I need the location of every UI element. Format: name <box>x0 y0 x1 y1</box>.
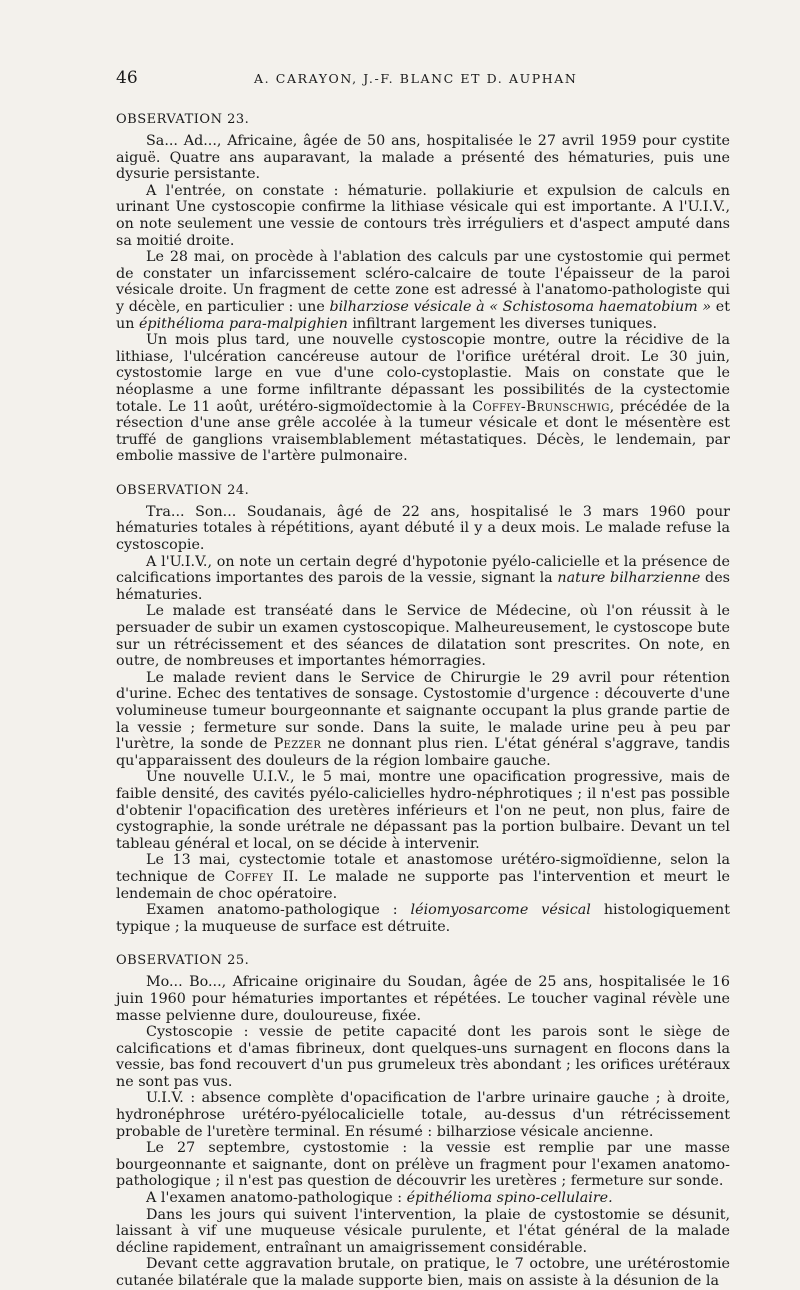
obs23-p4-text-b: , précédée de la résection d'une anse grêle accolée à la tumeur vésicale et dont le mésentère est truffé de ganglions vraisemblablement métastatiques. Décès, le lendemain, par embolie massive de l'artère pulmonaire. <box>116 398 730 465</box>
obs23-paragraph-1: Sa... Ad..., Africaine, âgée de 50 ans, hospitalisée le 27 avril 1959 pour cystite aiguë. Quatre ans auparavant, la malade a présenté des hématuries, puis une dysurie persistante. <box>116 133 730 183</box>
obs23-p3-italic-2: épithélioma para-malpighien <box>138 315 348 332</box>
obs24-p7-italic: léiomyosarcome vésical <box>410 902 591 919</box>
obs25-paragraph-4: Le 27 septembre, cystostomie : la vessie est remplie par une masse bourgeonnante et saignante, dont on prélève un fragment pour l'examen anatomo-pathologique ; il n'est pas question de découvrir les uretères ; fermeture sur sonde. <box>116 1140 730 1190</box>
obs23-p3-text-b: et un <box>116 298 730 332</box>
obs24-paragraph-4 <box>116 670 730 770</box>
obs25-paragraph-3: U.I.V. : absence complète d'opacification de l'arbre urinaire gauche ; à droite, hydronéphrose urétéro-pyélocalicielle totale, au-dessus d'un rétrécissement probable de l'uretère terminal. En résumé : bilharziose vésicale ancienne. <box>116 1090 730 1140</box>
obs24-p2-text-a: A l'U.I.V., on note un certain degré d'hypotonie pyélo-calicielle et la présence de calcifications importantes des parois de la vessie, signant la <box>116 553 730 587</box>
obs24-p7-text-b: histologiquement typique ; la muqueuse de surface est détruite. <box>116 902 730 935</box>
obs23-p4-smallcaps: Coffey-Brunschwig <box>472 398 610 415</box>
obs23-p3-italic-1: bilharziose vésicale à « Schistosoma haematobium » <box>329 298 712 315</box>
obs23-p4-text-a: Un mois plus tard, une nouvelle cystoscopie montre, outre la récidive de la lithiase, l'ulcération cancéreuse autour de l'orifice urétéral droit. Le 30 juin, cystostomie large en vue d'une colo-cystoplastie. Mais on constate que le néoplasme a une forme infiltrante dépassant les possibilités de la cystectomie totale. Le 11 août, urétéro-sigmoïdectomie à la <box>116 332 730 415</box>
obs25-paragraph-2: Cystoscopie : vessie de petite capacité dont les parois sont le siège de calcifications et d'amas fibrineux, dont quelques-uns surnagent en flocons dans la vessie, bas fond recouvert d'un pus grumeleux très abondant ; les orifices urétéraux ne sont pas vus. <box>116 1024 730 1090</box>
obs24-p6-text-b: II. Le malade ne supporte pas l'intervention et meurt le lendemain de choc opératoire. <box>116 868 730 902</box>
obs23-p3-text-c: infiltrant largement les diverses tuniques. <box>347 315 658 332</box>
obs24-paragraph-2 <box>116 554 730 604</box>
obs25-paragraph-6: Dans les jours qui suivent l'intervention, la plaie de cystostomie se désunit, laissant à vif une muqueuse vésicale purulente, et l'état général de la malade décline rapidement, entraînant un amaigrissement considérable. <box>116 1206 730 1256</box>
obs24-paragraph-3: Le malade est transéaté dans le Service de Médecine, où l'on réussit à le persuader de subir un examen cystoscopique. Malheureusement, le cystoscope bute sur un rétrécissement et des séances de dilatation sont prescrites. On note, en outre, de nombreuses et importantes hémorragies. <box>116 603 730 670</box>
obs24-p4-smallcaps: Pezzer <box>273 736 322 753</box>
obs25-p5-text-a: A l'examen anatomo-pathologique : <box>146 1190 407 1207</box>
obs24-p4-text-a: Le malade revient dans le Service de Chirurgie le 29 avril pour rétention d'urine. Echec des tentatives de sonsage. Cystostomie d'urgence : découverte d'une volumineuse tumeur bourgeonnante et saignante occupant la plus grande partie de la vessie ; fermeture sur sonde. Dans la suite, le malade urine peu à peu par l'urètre, la sonde de <box>116 669 730 753</box>
obs24-p2-italic: nature bilharzienne <box>557 570 701 587</box>
running-head: A. CARAYON, J.-F. BLANC ET D. AUPHAN <box>254 71 578 86</box>
obs23-paragraph-2: A l'entrée, on constate : hématurie. pollakiurie et expulsion de calculs en urinant Une cystoscopie confirme la lithiase vésicale qui est importante. A l'U.I.V., on note seulement une vessie de contours très irréguliers et d'aspect amputé dans sa moitié droite. <box>116 182 730 249</box>
obs24-paragraph-5: Une nouvelle U.I.V., le 5 mai, montre une opacification progressive, mais de faible densité, des cavités pyélo-calicielles hydro-néphrotiques ; il n'est pas possible d'obtenir l'opacification des uretères inférieurs et l'on ne peut, non plus, faire de cystographie, la sonde urétrale ne dépassant pas la portion bulbaire. Devant un tel tableau général et local, on se décide à intervenir. <box>116 769 730 852</box>
obs23-p3-text-a: Le 28 mai, on procède à l'ablation des calculs par une cystostomie qui permet de constater un infarcissement scléro-calcaire de toute l'épaisseur de la paroi vésicale droite. Un fragment de cette zone est adressé à l'anatomo-pathologiste qui y décèle, en particulier : une <box>116 249 730 315</box>
obs24-p4-text-b: ne donnant plus rien. L'état général s'aggrave, tandis qu'apparaissent des douleurs de la région lombaire gauche. <box>116 736 730 769</box>
obs24-p6-smallcaps: Coffey <box>224 868 274 885</box>
obs25-paragraph-5 <box>116 1190 730 1207</box>
obs23-paragraph-3 <box>116 249 730 332</box>
page-header <box>116 68 730 88</box>
obs24-paragraph-1: Tra... Son... Soudanais, âgé de 22 ans, hospitalisé le 3 mars 1960 pour hématuries totales à répétitions, ayant débuté il y a deux mois. Le malade refuse la cystoscopie. <box>116 503 730 554</box>
obs24-p6-text-a: Le 13 mai, cystectomie totale et anastomose urétéro-sigmoïdienne, selon la technique de <box>116 852 730 885</box>
obs25-p5-italic: épithélioma spino-cellulaire. <box>406 1190 613 1207</box>
obs25-paragraph-7: Devant cette aggravation brutale, on pratique, le 7 octobre, une urétérostomie cutanée bilatérale que la malade supporte bien, mais on assiste à la désunion de la <box>116 1256 730 1289</box>
obs24-paragraph-7 <box>116 902 730 935</box>
observation-23-title: OBSERVATION 23. <box>116 112 250 127</box>
obs25-paragraph-1: Mo... Bo..., Africaine originaire du Soudan, âgée de 25 ans, hospitalisée le 16 juin 1960 pour hématuries importantes et répétées. Le toucher vaginal révèle une masse pelvienne dure, douloureuse, fixée. <box>116 974 730 1024</box>
observation-24-title: OBSERVATION 24. <box>116 482 250 498</box>
obs23-paragraph-4 <box>116 332 730 465</box>
obs24-p7-text-a: Examen anatomo-pathologique : <box>146 902 411 919</box>
obs24-p2-text-b: des hématuries. <box>116 570 730 603</box>
obs24-paragraph-6 <box>116 852 730 902</box>
observation-25-title: OBSERVATION 25. <box>116 953 250 969</box>
page-number: 46 <box>116 68 138 88</box>
